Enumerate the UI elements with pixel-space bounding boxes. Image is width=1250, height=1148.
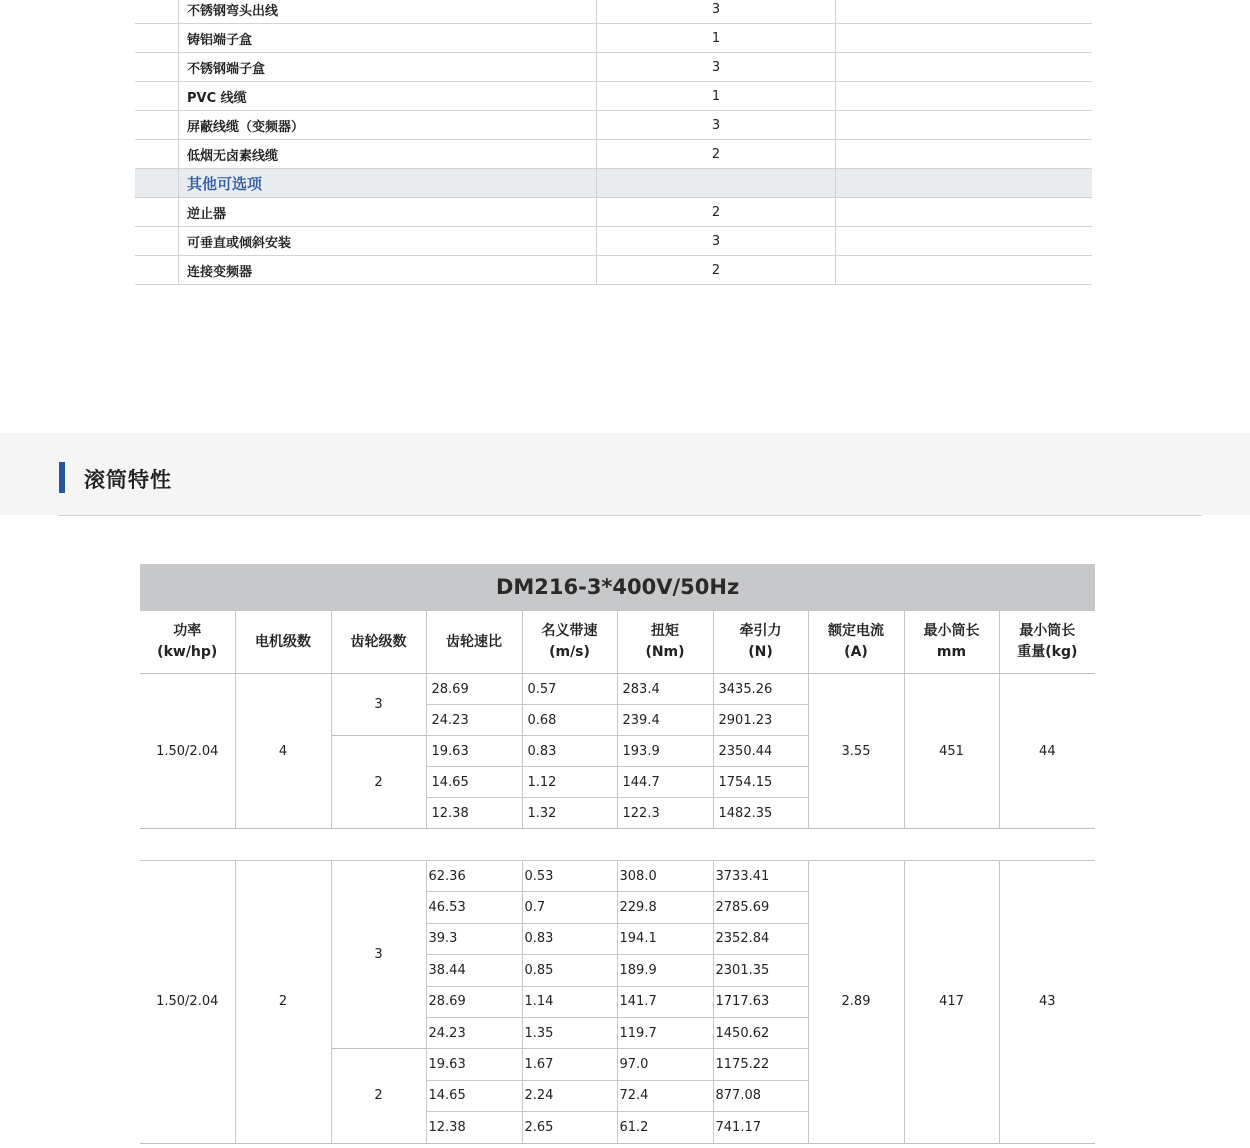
- row-spacer: [135, 256, 179, 285]
- gear-ratio-cell: 24.23: [426, 1017, 522, 1048]
- option-row: [135, 82, 1092, 111]
- row-spacer: [135, 140, 179, 169]
- gear-ratio-cell: 19.63: [426, 1049, 522, 1080]
- power-cell: 1.50/2.04: [140, 861, 235, 1144]
- header-line-1: 齿轮级数: [350, 633, 407, 650]
- gear-ratio-cell: 24.23: [426, 705, 522, 736]
- spec-table-body: [140, 674, 1095, 829]
- torque-cell: 97.0: [617, 1049, 713, 1080]
- torque-cell: 144.7: [617, 767, 713, 798]
- drum-spec-table-2-pole: [140, 860, 1095, 1144]
- traction-force-cell: 877.08: [713, 1080, 808, 1111]
- spec-header-row: [140, 611, 1095, 674]
- option-name: 可垂直或倾斜安装: [179, 227, 597, 256]
- traction-force-cell: 741.17: [713, 1112, 808, 1143]
- spec-row: [140, 861, 1095, 892]
- torque-cell: 141.7: [617, 986, 713, 1017]
- traction-force-cell: 1482.35: [713, 798, 808, 829]
- option-note: [836, 256, 1093, 285]
- weight-cell: 43: [999, 861, 1095, 1144]
- torque-cell: 119.7: [617, 1017, 713, 1048]
- option-name: PVC 线缆: [179, 82, 597, 111]
- option-note: [836, 227, 1093, 256]
- header-line-2: (A): [844, 644, 868, 660]
- torque-cell: 194.1: [617, 923, 713, 954]
- gear-ratio-cell: 39.3: [426, 923, 522, 954]
- weight-cell: 44: [999, 674, 1095, 829]
- option-value: 1: [597, 24, 836, 53]
- gear-ratio-cell: 28.69: [426, 986, 522, 1017]
- row-spacer: [135, 169, 179, 198]
- gear-stages-cell: 2: [331, 736, 426, 829]
- header-line-2: 重量(kg): [1017, 644, 1078, 660]
- header-line-1: 齿轮速比: [446, 633, 502, 650]
- option-note: [836, 24, 1093, 53]
- torque-cell: 239.4: [617, 705, 713, 736]
- gear-ratio-cell: 12.38: [426, 798, 522, 829]
- belt-speed-cell: 0.68: [522, 705, 617, 736]
- row-spacer: [135, 111, 179, 140]
- gear-stages-cell: 3: [331, 674, 426, 736]
- column-header: [808, 611, 904, 674]
- row-spacer: [135, 82, 179, 111]
- belt-speed-cell: 2.65: [522, 1112, 617, 1143]
- option-value: 2: [597, 140, 836, 169]
- header-line-1: 额定电流: [828, 623, 884, 639]
- options-table-body: [135, 0, 1092, 285]
- gear-ratio-cell: 62.36: [426, 861, 522, 892]
- belt-speed-cell: 0.83: [522, 736, 617, 767]
- column-header: [713, 611, 808, 674]
- traction-force-cell: 2350.44: [713, 736, 808, 767]
- option-value: 3: [597, 227, 836, 256]
- section-band: [0, 433, 1250, 515]
- option-row: [135, 198, 1092, 227]
- section-row: [135, 169, 1092, 198]
- section-title: 滚筒特性: [84, 468, 172, 492]
- torque-cell: 229.8: [617, 892, 713, 923]
- min-length-cell: 451: [904, 674, 999, 829]
- option-value: 1: [597, 82, 836, 111]
- traction-force-cell: 2901.23: [713, 705, 808, 736]
- column-header: [904, 611, 999, 674]
- torque-cell: 308.0: [617, 861, 713, 892]
- traction-force-cell: 1754.15: [713, 767, 808, 798]
- model-title: DM216-3*400V/50Hz: [140, 564, 1095, 611]
- traction-force-cell: 1450.62: [713, 1017, 808, 1048]
- traction-force-cell: 3435.26: [713, 674, 808, 705]
- gear-ratio-cell: 19.63: [426, 736, 522, 767]
- header-line-2: (Nm): [645, 644, 685, 660]
- column-header: [331, 611, 426, 674]
- power-cell: 1.50/2.04: [140, 674, 235, 829]
- belt-speed-cell: 1.32: [522, 798, 617, 829]
- column-header: [140, 611, 235, 674]
- option-row: [135, 24, 1092, 53]
- header-line-1: 电机级数: [255, 633, 311, 650]
- traction-force-cell: 2352.84: [713, 923, 808, 954]
- option-name: 不锈钢端子盒: [179, 53, 597, 82]
- traction-force-cell: 2301.35: [713, 955, 808, 986]
- option-note: [836, 0, 1093, 24]
- option-value: [597, 169, 836, 198]
- header-line-2: (kw/hp): [157, 644, 218, 660]
- option-row: [135, 140, 1092, 169]
- option-note: [836, 82, 1093, 111]
- belt-speed-cell: 2.24: [522, 1080, 617, 1111]
- gear-ratio-cell: 46.53: [426, 892, 522, 923]
- column-header: [426, 611, 522, 674]
- header-line-2: mm: [936, 644, 967, 660]
- section-divider: [58, 515, 1202, 516]
- option-row: [135, 0, 1092, 24]
- traction-force-cell: 1175.22: [713, 1049, 808, 1080]
- option-row: [135, 227, 1092, 256]
- row-spacer: [135, 53, 179, 82]
- min-length-cell: 417: [904, 861, 999, 1144]
- option-value: 3: [597, 0, 836, 24]
- header-line-2: (N): [748, 644, 773, 660]
- motor-poles-cell: 2: [235, 861, 331, 1144]
- header-line-1: 最小筒长: [923, 623, 980, 639]
- option-name: 逆止器: [179, 198, 597, 227]
- option-name: 低烟无卤素线缆: [179, 140, 597, 169]
- option-value: 3: [597, 53, 836, 82]
- belt-speed-cell: 0.57: [522, 674, 617, 705]
- rated-current-cell: 2.89: [808, 861, 904, 1144]
- options-table: [135, 0, 1092, 285]
- gear-ratio-cell: 14.65: [426, 1080, 522, 1111]
- gear-ratio-cell: 38.44: [426, 955, 522, 986]
- header-line-1: 功率: [173, 623, 202, 639]
- option-value: 3: [597, 111, 836, 140]
- row-spacer: [135, 198, 179, 227]
- rated-current-cell: 3.55: [808, 674, 904, 829]
- traction-force-cell: 3733.41: [713, 861, 808, 892]
- option-note: [836, 198, 1093, 227]
- gear-stages-cell: 3: [331, 861, 426, 1049]
- option-value: 2: [597, 198, 836, 227]
- option-note: [836, 53, 1093, 82]
- spec-row: [140, 674, 1095, 705]
- option-name: 不锈钢弯头出线: [179, 0, 597, 24]
- motor-poles-cell: 4: [235, 674, 331, 829]
- option-row: [135, 256, 1092, 285]
- row-spacer: [135, 227, 179, 256]
- option-row: [135, 53, 1092, 82]
- section-label: 其他可选项: [179, 169, 597, 198]
- belt-speed-cell: 1.14: [522, 986, 617, 1017]
- belt-speed-cell: 0.85: [522, 955, 617, 986]
- torque-cell: 189.9: [617, 955, 713, 986]
- torque-cell: 193.9: [617, 736, 713, 767]
- header-line-1: 牵引力: [739, 623, 782, 639]
- torque-cell: 61.2: [617, 1112, 713, 1143]
- option-name: 连接变频器: [179, 256, 597, 285]
- header-line-2: (m/s): [549, 644, 590, 660]
- column-header: [522, 611, 617, 674]
- header-line-1: 扭矩: [651, 623, 679, 639]
- drum-spec-table-4-pole: [140, 564, 1095, 829]
- belt-speed-cell: 0.53: [522, 861, 617, 892]
- belt-speed-cell: 1.35: [522, 1017, 617, 1048]
- option-note: [836, 169, 1093, 198]
- belt-speed-cell: 0.7: [522, 892, 617, 923]
- belt-speed-cell: 1.67: [522, 1049, 617, 1080]
- gear-ratio-cell: 14.65: [426, 767, 522, 798]
- option-name: 屏蔽线缆（变频器）: [179, 111, 597, 140]
- header-line-1: 最小筒长: [1019, 623, 1076, 639]
- traction-force-cell: 1717.63: [713, 986, 808, 1017]
- option-value: 2: [597, 256, 836, 285]
- section-marker: [59, 462, 65, 493]
- option-row: [135, 111, 1092, 140]
- belt-speed-cell: 1.12: [522, 767, 617, 798]
- spec-table-body: [140, 861, 1095, 1144]
- traction-force-cell: 2785.69: [713, 892, 808, 923]
- column-header: [999, 611, 1095, 674]
- option-name: 铸铝端子盒: [179, 24, 597, 53]
- option-note: [836, 111, 1093, 140]
- torque-cell: 122.3: [617, 798, 713, 829]
- row-spacer: [135, 0, 179, 24]
- torque-cell: 283.4: [617, 674, 713, 705]
- gear-stages-cell: 2: [331, 1049, 426, 1143]
- gear-ratio-cell: 12.38: [426, 1112, 522, 1143]
- column-header: [617, 611, 713, 674]
- belt-speed-cell: 0.83: [522, 923, 617, 954]
- column-header: [235, 611, 331, 674]
- header-line-1: 名义带速: [541, 623, 598, 639]
- gear-ratio-cell: 28.69: [426, 674, 522, 705]
- option-note: [836, 140, 1093, 169]
- row-spacer: [135, 24, 179, 53]
- torque-cell: 72.4: [617, 1080, 713, 1111]
